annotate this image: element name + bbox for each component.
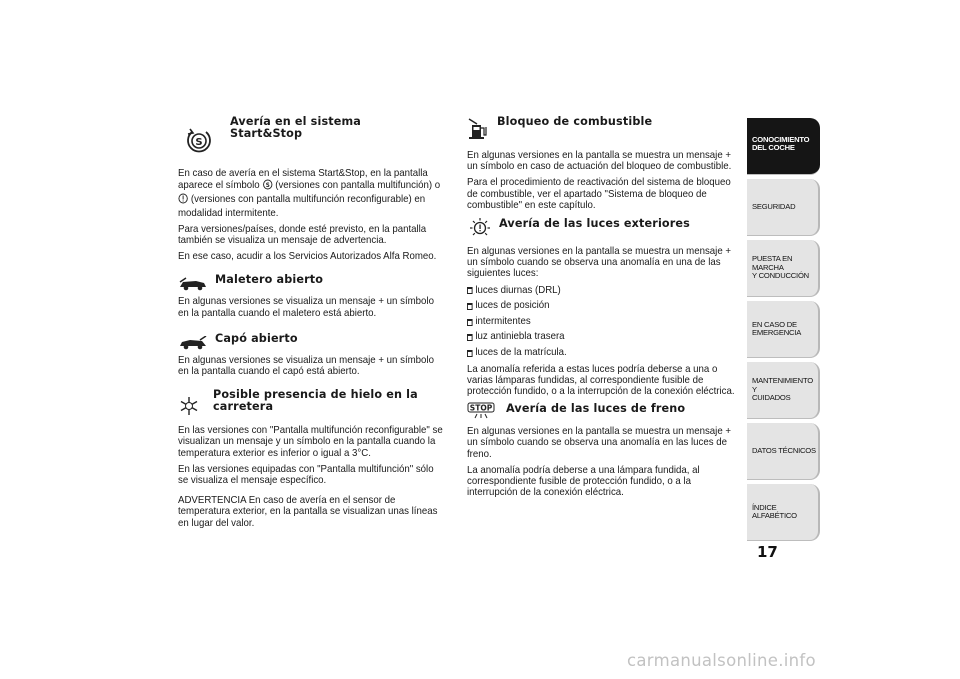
- tab-indice-alfabetico[interactable]: [747, 484, 820, 541]
- list-item: [467, 316, 723, 329]
- tab-label: EMERGENCIA: [752, 328, 802, 337]
- paragraph: En algunas versiones en la pantalla se muestra un mensaje + un símbolo cuando se observa una anomalía en las luces de freno.: [467, 426, 732, 460]
- text-span: (versiones con pantalla multifunción) o: [275, 180, 441, 192]
- section-title: Capó abierto: [215, 331, 298, 345]
- paragraph: Para el procedimiento de reactivación del sistema de bloqueo de combustible, ver el apartado "Sistema de bloqueo de combustible" en este capítulo.: [467, 177, 731, 211]
- section-title: Posible presencia de hielo en la: [213, 388, 418, 402]
- section-capo-header: [178, 333, 446, 349]
- bullet-box-icon: [467, 334, 473, 341]
- bullet-box-icon: [467, 287, 473, 294]
- watermark: carmanualsonline.info: [627, 651, 816, 670]
- tab-label: Y CONDUCCIÓN: [752, 271, 809, 281]
- snowflake-icon: [178, 395, 200, 422]
- paragraph: En ese caso, acudir a los Servicios Autorizados Alfa Romeo.: [178, 251, 437, 263]
- fuel-cutoff-icon: [467, 117, 489, 146]
- paragraph: En algunas versiones se visualiza un mensaje + un símbolo en la pantalla cuando el capó está abierto.: [178, 354, 434, 378]
- section-luces-ext-header: [467, 216, 742, 240]
- tab-label: CUIDADOS: [752, 393, 791, 403]
- tab-puesta-en-marcha[interactable]: [747, 240, 820, 297]
- paragraph: En algunas versiones en la pantalla se muestra un mensaje + un símbolo en caso de actuación del bloqueo de combustible.: [467, 150, 732, 173]
- paragraph: [178, 168, 445, 219]
- page-number: 17: [757, 543, 778, 561]
- list-item: [467, 331, 723, 344]
- bullet-box-icon: [467, 303, 473, 310]
- paragraph: ADVERTENCIA En caso de avería en el sensor de temperatura exterior, en la pantalla se visualizan unas líneas en lugar del valor.: [178, 495, 438, 529]
- list-item-label: luz antiniebla trasera: [475, 331, 565, 343]
- paragraph: En las versiones equipadas con "Pantalla multifunción" sólo se visualiza el mensaje específico.: [178, 463, 434, 487]
- section-maletero-header: [178, 274, 446, 290]
- tab-label: PUESTA EN MARCHA: [752, 254, 793, 272]
- list-item-label: luces de la matrícula.: [475, 347, 567, 358]
- right-column: [467, 112, 742, 503]
- list-item: [467, 300, 723, 313]
- tab-label: DATOS TÉCNICOS: [752, 445, 816, 455]
- tab-label: MANTENIMIENTO Y: [752, 376, 813, 394]
- text-span: (versiones con pantalla multifunción reconfigurable) en modalidad intermitente.: [178, 194, 426, 219]
- section-title: Avería de las luces exteriores: [499, 217, 690, 231]
- tab-conocimiento-del-coche[interactable]: [747, 118, 820, 175]
- brake-light-fault-icon: [467, 402, 499, 425]
- section-title: Avería de las luces de freno: [506, 402, 686, 416]
- tab-mantenimiento[interactable]: [747, 362, 820, 419]
- section-title: Maletero abierto: [215, 273, 324, 287]
- paragraph: La anomalía podría deberse a una lámpara fundida, al correspondiente fusible de protección fundido, o a la interrupción de la conexión eléctrica.: [467, 464, 700, 499]
- list-item: [467, 347, 723, 360]
- car-hood-open-icon: [178, 336, 208, 355]
- bullet-box-icon: [467, 350, 473, 357]
- paragraph: En las versiones con "Pantalla multifunción reconfigurable" se visualizan un mensaje y un símbolo en la pantalla cuando la temperatura exterior es inferior o igual a 3°C.: [178, 425, 443, 459]
- list-item-label: luces diurnas (DRL): [475, 284, 561, 296]
- car-trunk-open-icon: [178, 277, 208, 296]
- section-title: carretera: [213, 400, 274, 414]
- tab-seguridad[interactable]: [747, 179, 820, 236]
- left-column: [178, 112, 446, 534]
- section-title: Bloqueo de combustible: [497, 115, 653, 128]
- paragraph: En algunas versiones en la pantalla se muestra un mensaje + un símbolo cuando se observa una anomalía en una de las siguientes luces:: [467, 246, 732, 280]
- list-item-label: intermitentes: [475, 315, 531, 327]
- text-span: En caso de avería en el sistema Start&Stop, en la pantalla aparece el símbolo: [178, 168, 428, 192]
- list-item: [467, 285, 723, 298]
- section-hielo-header: [178, 389, 446, 419]
- list-item-label: luces de posición: [475, 300, 550, 312]
- tab-label: EN CASO DE: [752, 319, 797, 329]
- tab-label: ÍNDICE ALFABÉTICO: [752, 502, 797, 520]
- section-combustible-header: [467, 114, 742, 144]
- tab-label: CONOCIMIENTO: [752, 135, 810, 144]
- tab-datos-tecnicos[interactable]: [747, 423, 820, 480]
- warning-exclamation-icon: [178, 193, 188, 207]
- start-stop-symbol-icon: [262, 179, 272, 193]
- paragraph: Para versiones/países, donde esté previsto, en la pantalla también se visualiza un mensaje de advertencia.: [178, 223, 427, 247]
- svg-text:S: S: [195, 137, 203, 148]
- paragraph: La anomalía referida a estas luces podría deberse a una o varias lámparas fundidas, al correspondiente fusible de protección fundido, o a la interrupción de la conexión eléctrica.: [467, 363, 735, 397]
- paragraph: En algunas versiones se visualiza un mensaje + un símbolo en la pantalla cuando el maletero está abierto.: [178, 296, 434, 319]
- exterior-light-fault-icon: [467, 217, 493, 244]
- tab-label: SEGURIDAD: [752, 201, 796, 211]
- svg-text:S: S: [265, 183, 270, 190]
- start-stop-warning-icon: [186, 127, 212, 158]
- chapter-tabs: [747, 118, 820, 545]
- bullet-box-icon: [467, 319, 473, 326]
- section-start-stop-header: [178, 114, 446, 158]
- section-freno-header: [467, 402, 742, 420]
- stop-icon-text: STOP: [469, 403, 493, 413]
- tab-en-caso-de-emergencia[interactable]: [747, 301, 820, 358]
- lights-list: [467, 285, 742, 360]
- section-title: Start&Stop: [230, 127, 303, 140]
- tab-label: DEL COCHE: [752, 143, 795, 153]
- section-title: Avería en el sistema: [230, 115, 361, 128]
